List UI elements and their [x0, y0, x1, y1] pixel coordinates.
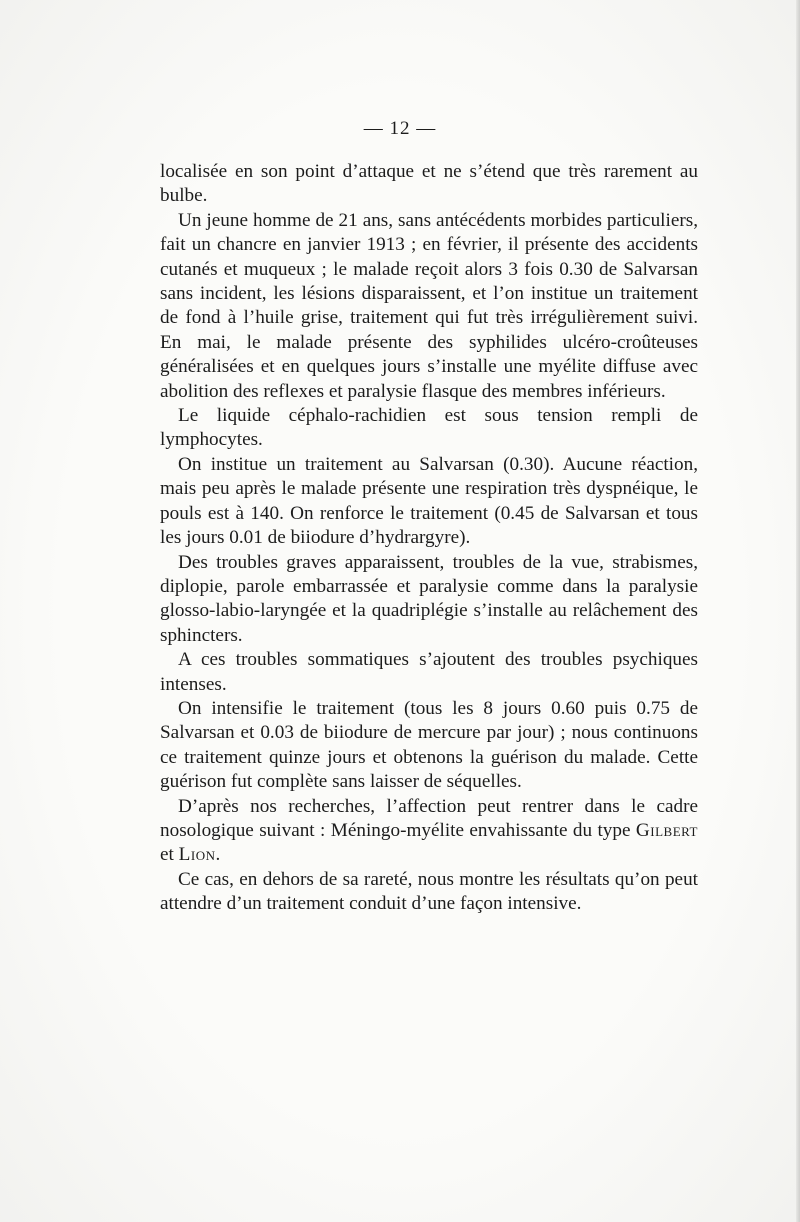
author-name: Lion [178, 844, 216, 866]
paragraph [160, 795, 698, 868]
author-name: Gilbert [635, 819, 698, 841]
paragraph-text: D’après nos recherches, l’affection peut rentrer dans le cadre nosologique suivant : Méningo-myélite envahissante du type [160, 795, 698, 841]
page-number: — 12 — [363, 118, 437, 139]
paragraph: A ces troubles sommatiques s’ajoutent des troubles psychiques intenses. [160, 649, 698, 695]
page-edge [796, 0, 800, 1222]
paragraph-text: . [215, 844, 221, 866]
paragraph: On intensifie le traitement (tous les 8 jours 0.60 puis 0.75 de Salvarsan et 0.03 de biiodure de mercure par jour) ; nous continuons ce traitement quinze jours et obtenons la guérison du malade. Cette guérison fut complète sans laisser de séquelles. [160, 697, 698, 793]
body-text [160, 160, 698, 917]
paragraph: On institue un traitement au Salvarsan (0.30). Aucune réaction, mais peu après le malade présente une respiration très dyspnéique, le pouls est à 140. On renforce le traitement (0.45 de Salvarsan et tous les jours 0.01 de biiodure d’hydrargyre). [160, 453, 698, 549]
paragraph: Ce cas, en dehors de sa rareté, nous montre les résultats qu’on peut attendre d’un traitement conduit d’une façon intensive. [160, 868, 698, 915]
paragraph-text: et [160, 844, 179, 866]
paragraph: Le liquide céphalo-rachidien est sous tension rempli de lymphocytes. [160, 405, 698, 451]
paragraph: localisée en son point d’attaque et ne s’étend que très rarement au bulbe. [160, 161, 698, 207]
paragraph: Des troubles graves apparaissent, troubles de la vue, strabismes, diplopie, parole embarrassée et paralysie comme dans la paralysie glosso-labio-laryngée et la quadriplégie s’installe au relâchement des sphincters. [160, 551, 698, 646]
paragraph: Un jeune homme de 21 ans, sans antécédents morbides particuliers, fait un chancre en janvier 1913 ; en février, il présente des accidents cutanés et muqueux ; le malade reçoit alors 3 fois 0.30 de Salvarsan sans incident, les lésions disparaissent, et l’on institue un traitement de fond à l’huile grise, traitement qui fut très irrégulièrement suivi. En mai, le malade présente des syphilides ulcéro-croûteuses généralisées et en quelques jours s’installe une myélite diffuse avec abolition des reflexes et paralysie flasque des membres inférieurs. [160, 209, 698, 402]
